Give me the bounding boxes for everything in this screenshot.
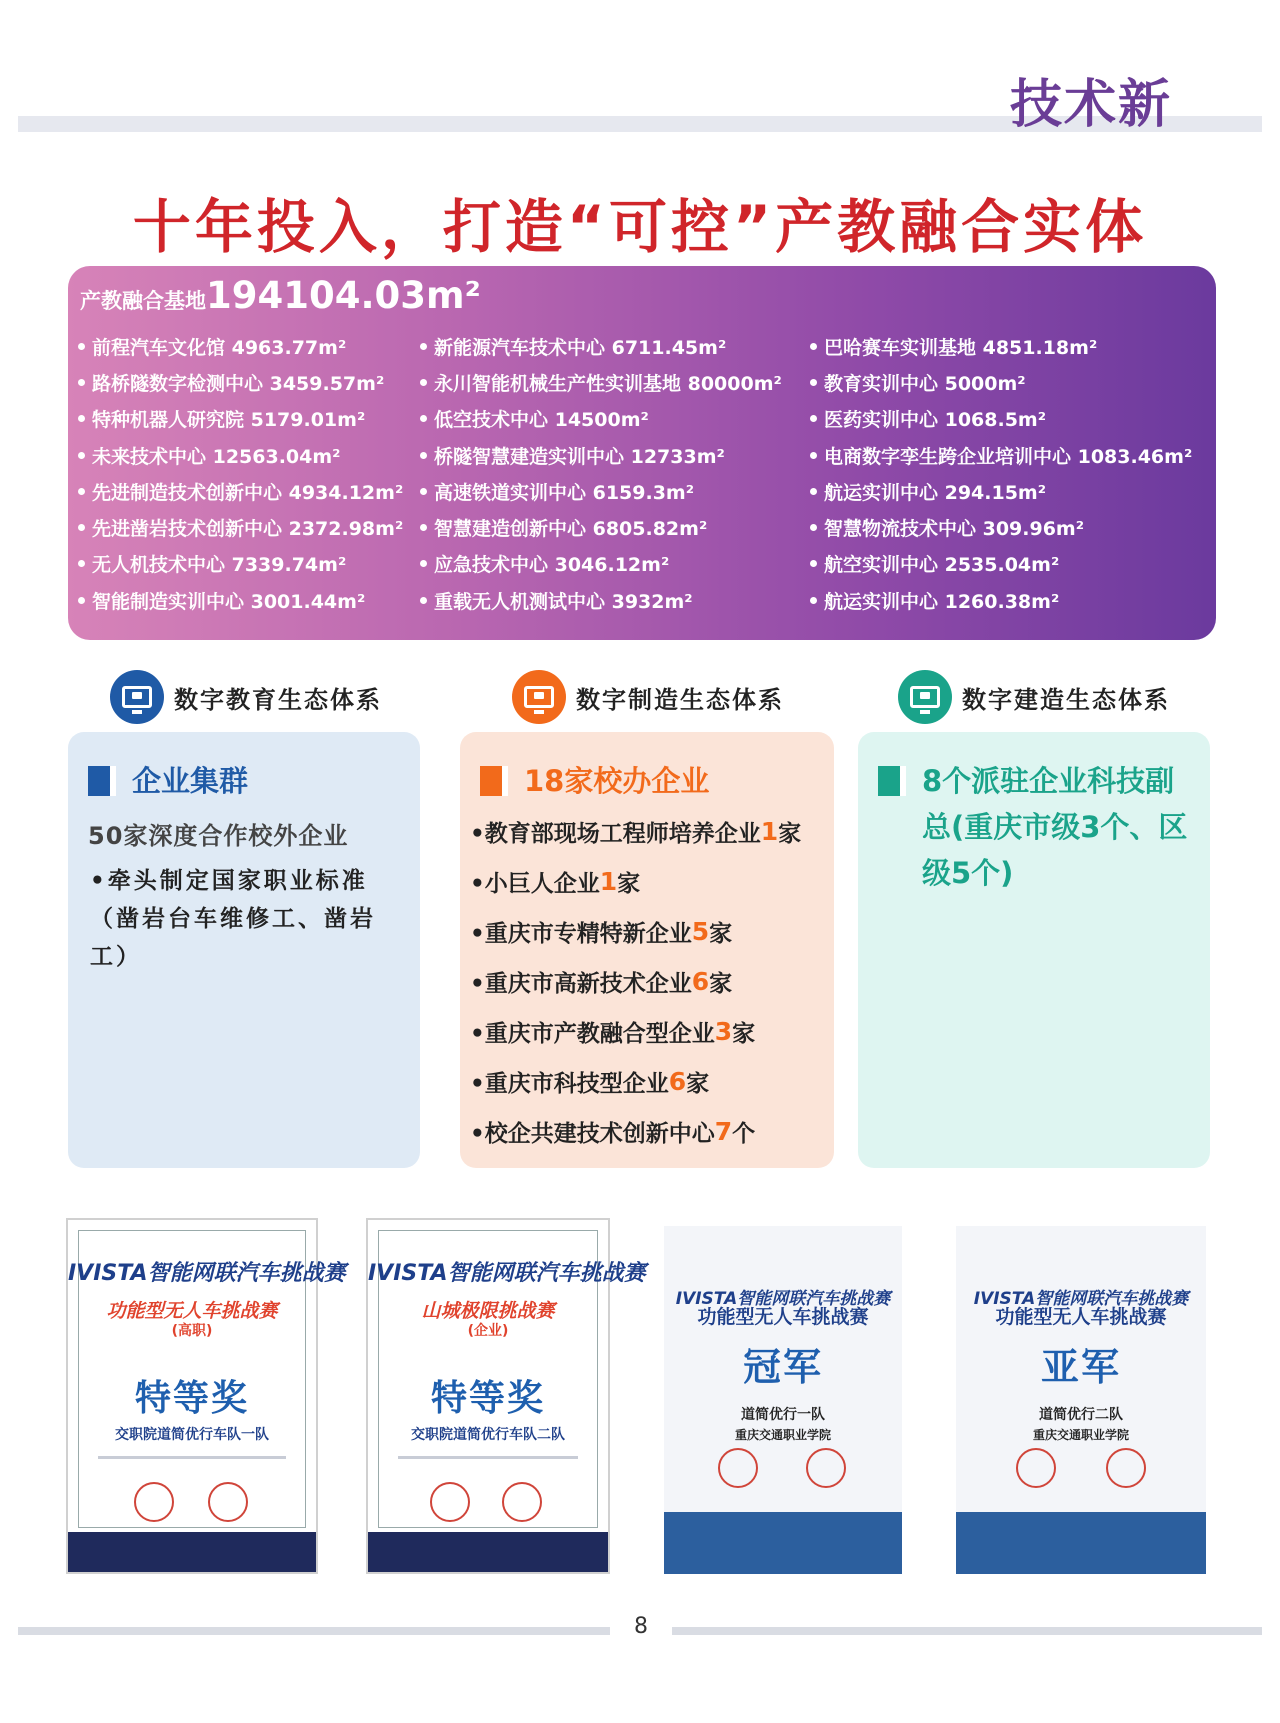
area-item: 航运实训中心 294.15m² <box>810 473 1192 509</box>
certificate-team: 交职院道简优行车队一队 <box>115 1427 269 1443</box>
certificate-team: 道简优行二队 <box>1039 1407 1123 1423</box>
bullet-dot-icon <box>78 379 85 386</box>
area-column-1 <box>78 328 403 618</box>
area-item: 巴哈赛车实训基地 4851.18m² <box>810 328 1192 364</box>
certificate-event: 山城极限挑战赛 <box>421 1300 555 1322</box>
seal-icon <box>718 1448 758 1488</box>
eco-header-education <box>110 670 382 724</box>
area-item: 电商数字孪生跨企业培训中心 1083.46m² <box>810 437 1192 473</box>
certificate-event: 功能型无人车挑战赛 <box>106 1300 278 1322</box>
certificate-event: 功能型无人车挑战赛 <box>697 1306 869 1328</box>
bullet-dot-icon <box>78 343 85 350</box>
seal-icon <box>1106 1448 1146 1488</box>
bullet-dot-icon <box>420 343 427 350</box>
area-item: 高速铁道实训中心 6159.3m² <box>420 473 782 509</box>
certificate-team: 道简优行一队 <box>741 1407 825 1423</box>
bullet-dot-icon <box>78 524 85 531</box>
area-item: 未来技术中心 12563.04m² <box>78 437 403 473</box>
bullet-dot-icon <box>78 452 85 459</box>
area-item: 智慧物流技术中心 309.96m² <box>810 509 1192 545</box>
area-item: 先进制造技术创新中心 4934.12m² <box>78 473 403 509</box>
list-item: •重庆市科技型企业 6 家 <box>470 1066 710 1097</box>
area-column-3 <box>810 328 1192 618</box>
bullet-dot-icon <box>810 488 817 495</box>
bullet-dot-icon <box>810 524 817 531</box>
eco-header-construction <box>898 670 1170 724</box>
card-bullet: •牵头制定国家职业标准（凿岩台车维修工、凿岩工） <box>90 868 376 970</box>
card-enterprise-cluster <box>68 732 420 1168</box>
certificate-logo: IVISTA智能网联汽车挑战赛 <box>675 1289 891 1309</box>
area-total: 194104.03m² <box>206 274 481 317</box>
certificate-team: 交职院道简优行车队二队 <box>411 1427 565 1443</box>
bullet-dot-icon <box>420 597 427 604</box>
bullet-dot-icon <box>810 343 817 350</box>
area-label: 产教融合基地 <box>80 289 206 313</box>
certificate-1 <box>66 1218 346 1574</box>
bullet-dot-icon <box>810 560 817 567</box>
bullet-dot-icon <box>810 379 817 386</box>
eco-label: 数字制造生态体系 <box>576 685 784 714</box>
seal-icon <box>806 1448 846 1488</box>
page-title: 十年投入，打造“可控”产教融合实体 <box>132 193 1148 261</box>
area-item: 教育实训中心 5000m² <box>810 364 1192 400</box>
certificate-logo: IVISTA智能网联汽车挑战赛 <box>368 1261 646 1286</box>
monitor-icon <box>512 670 566 724</box>
area-item: 无人机技术中心 7339.74m² <box>78 546 403 582</box>
divider <box>98 1456 286 1459</box>
bar-icon <box>878 766 906 796</box>
page-number: 8 <box>634 1614 648 1639</box>
bullet-dot-icon <box>420 452 427 459</box>
eco-label: 数字教育生态体系 <box>174 685 382 714</box>
bullet-dot-icon <box>420 415 427 422</box>
area-header <box>80 274 481 317</box>
bullet-dot-icon <box>78 488 85 495</box>
certificate-award: 亚军 <box>1040 1345 1121 1389</box>
list-item: •校企共建技术创新中心 7 个 <box>470 1116 756 1147</box>
area-item: 航运实训中心 1260.38m² <box>810 582 1192 618</box>
bullet-dot-icon <box>420 488 427 495</box>
area-item: 路桥隧数字检测中心 3459.57m² <box>78 364 403 400</box>
certificate-award: 特等奖 <box>134 1378 249 1419</box>
card-school-enterprises <box>460 732 834 1168</box>
certificate-2 <box>366 1218 646 1574</box>
area-item: 重载无人机测试中心 3932m² <box>420 582 782 618</box>
card-tech-vice-presidents <box>858 732 1210 1168</box>
eco-label: 数字建造生态体系 <box>962 685 1170 714</box>
certificate-school: 重庆交通职业学院 <box>734 1428 831 1442</box>
seal-icon <box>1016 1448 1056 1488</box>
bullet-dot-icon <box>78 560 85 567</box>
bullet-dot-icon <box>810 452 817 459</box>
certificate-footer <box>68 1532 316 1572</box>
enterprise-list <box>470 806 801 1156</box>
area-item: 桥隧智慧建造实训中心 12733m² <box>420 437 782 473</box>
area-item: 航空实训中心 2535.04m² <box>810 546 1192 582</box>
area-item: 智能制造实训中心 3001.44m² <box>78 582 403 618</box>
certificate-footer <box>956 1512 1206 1574</box>
section-tag: 技术新 <box>1009 75 1172 135</box>
area-item: 应急技术中心 3046.12m² <box>420 546 782 582</box>
bullet-dot-icon <box>78 597 85 604</box>
certificate-award: 冠军 <box>742 1345 823 1389</box>
monitor-icon <box>898 670 952 724</box>
footer-rule-right <box>672 1627 1262 1635</box>
area-item: 先进凿岩技术创新中心 2372.98m² <box>78 509 403 545</box>
list-item: •教育部现场工程师培养企业 1 家 <box>470 816 802 847</box>
bar-icon <box>480 766 508 796</box>
card-title: 18家校办企业 <box>480 758 709 804</box>
area-item: 特种机器人研究院 5179.01m² <box>78 401 403 437</box>
certificate-4 <box>956 1226 1206 1574</box>
certificate-footer <box>664 1512 902 1574</box>
bullet-dot-icon <box>78 415 85 422</box>
bullet-dot-icon <box>810 415 817 422</box>
certificate-footer <box>368 1532 608 1572</box>
list-item: •重庆市专精特新企业 5 家 <box>470 916 733 947</box>
card-title: 企业集群 <box>88 758 248 804</box>
bar-icon <box>88 766 116 796</box>
certificate-logo: IVISTA智能网联汽车挑战赛 <box>973 1289 1189 1309</box>
area-item: 新能源汽车技术中心 6711.45m² <box>420 328 782 364</box>
area-item: 永川智能机械生产性实训基地 80000m² <box>420 364 782 400</box>
seal-icon <box>430 1482 470 1522</box>
bullet-dot-icon <box>420 379 427 386</box>
eco-header-manufacturing <box>512 670 784 724</box>
divider <box>398 1456 578 1459</box>
certificate-event: 功能型无人车挑战赛 <box>995 1306 1167 1328</box>
certificate-logo: IVISTA智能网联汽车挑战赛 <box>68 1261 346 1286</box>
list-item: •重庆市产教融合型企业 3 家 <box>470 1016 756 1047</box>
area-item: 前程汽车文化馆 4963.77m² <box>78 328 403 364</box>
certificate-category: (高职) <box>171 1323 213 1339</box>
certificate-category: (企业) <box>467 1323 509 1339</box>
seal-icon <box>134 1482 174 1522</box>
certificate-award: 特等奖 <box>430 1378 545 1419</box>
area-column-2 <box>420 328 782 618</box>
monitor-icon <box>110 670 164 724</box>
list-item: •重庆市高新技术企业 6 家 <box>470 966 733 997</box>
seal-icon <box>208 1482 248 1522</box>
certificate-3 <box>664 1226 902 1574</box>
card-subtitle: 50家深度合作校外企业 <box>88 822 349 850</box>
bullet-dot-icon <box>420 560 427 567</box>
card-title: 8个派驻企业科技副总(重庆市级3个、区级5个) <box>878 758 1190 896</box>
area-item: 智慧建造创新中心 6805.82m² <box>420 509 782 545</box>
certificate-school: 重庆交通职业学院 <box>1032 1428 1129 1442</box>
area-item: 低空技术中心 14500m² <box>420 401 782 437</box>
list-item: •小巨人企业 1 家 <box>470 866 641 897</box>
footer-rule-left <box>18 1627 610 1635</box>
area-panel <box>68 266 1216 640</box>
bullet-dot-icon <box>810 597 817 604</box>
area-item: 医药实训中心 1068.5m² <box>810 401 1192 437</box>
bullet-dot-icon <box>420 524 427 531</box>
seal-icon <box>502 1482 542 1522</box>
